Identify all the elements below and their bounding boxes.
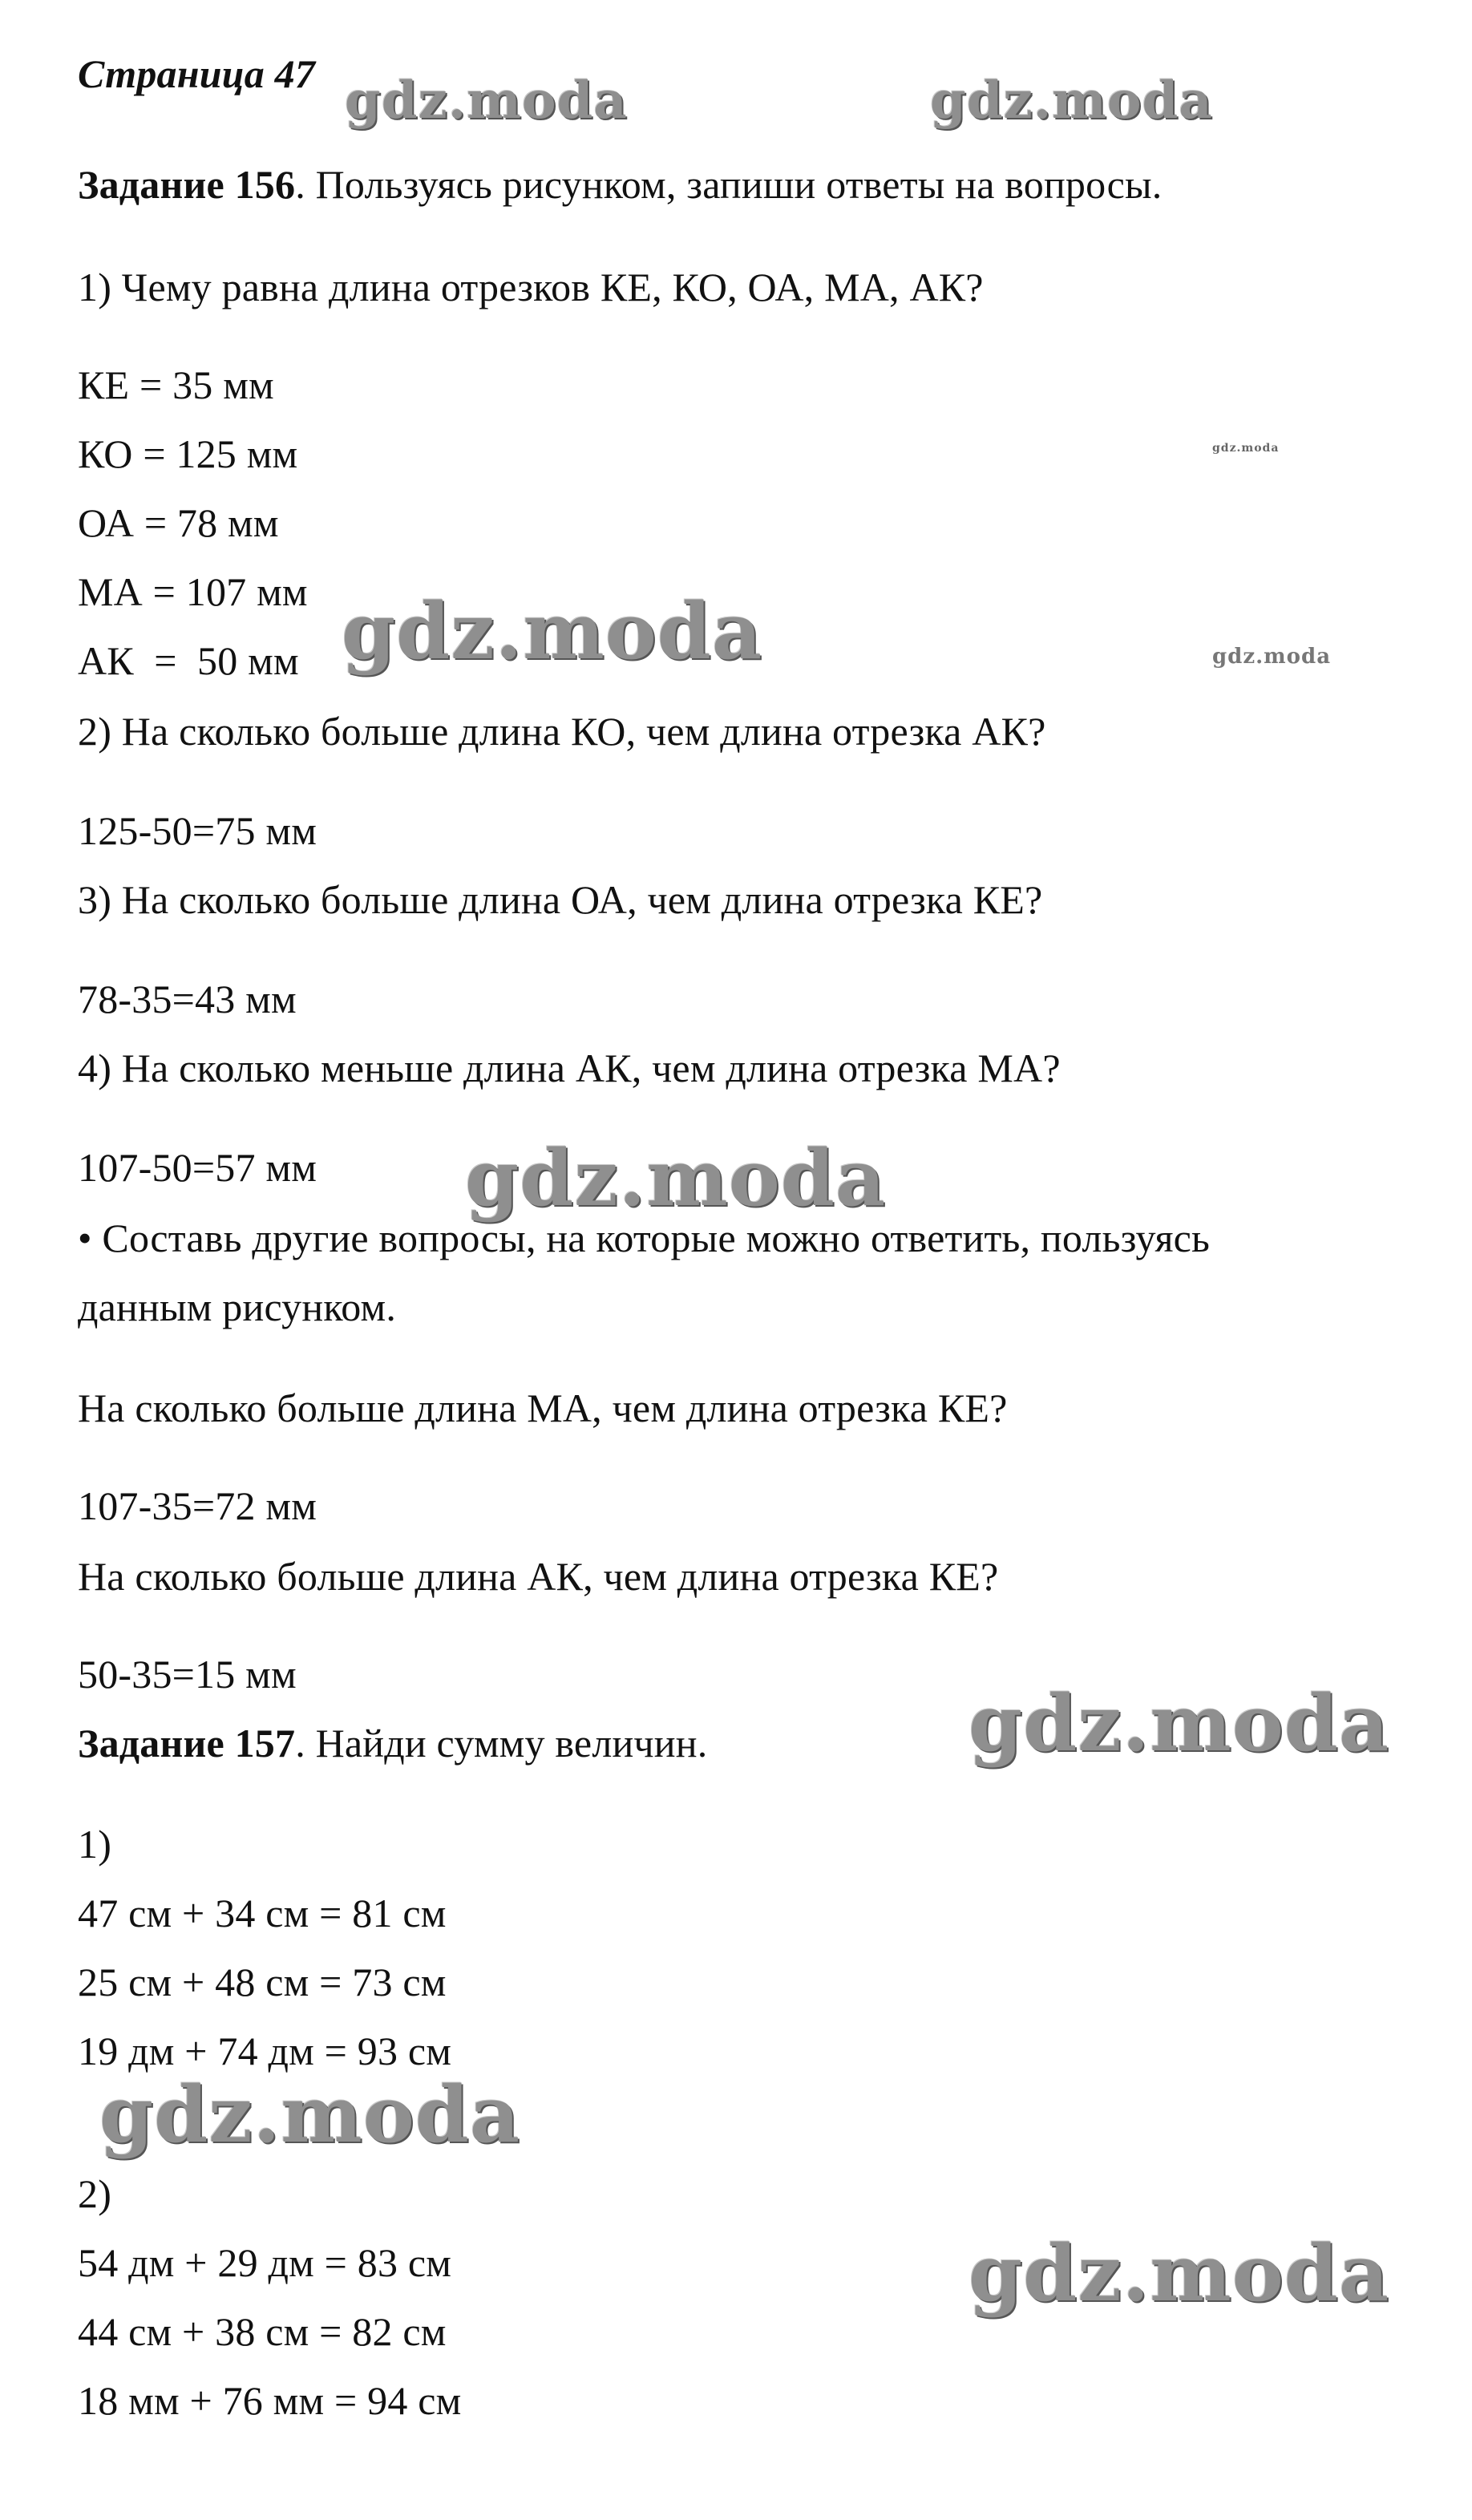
watermark-logo: gdz.moda [345, 71, 628, 131]
part-1-line-2: 25 см + 48 см = 73 см [78, 1960, 447, 2004]
page-header: Страница 47 [78, 51, 316, 96]
extra-answer-1: 107-35=72 мм [78, 1483, 317, 1528]
watermark-logo: gdz.moda [969, 1678, 1390, 1769]
task-157-heading [78, 1719, 707, 1767]
answer-1-ma: МА = 107 мм [78, 569, 308, 614]
watermark-logo: gdz.moda [969, 2228, 1390, 2319]
extra-question-1: На сколько больше длина МА, чем длина отрезка КЕ? [78, 1385, 1008, 1430]
question-3: 3) На сколько больше длина ОА, чем длина отрезка КЕ? [78, 877, 1043, 922]
answer-1-ak: АК = 50 мм [78, 638, 299, 683]
question-4: 4) На сколько меньше длина АК, чем длина отрезка МА? [78, 1046, 1061, 1090]
task-156-text: . Пользуясь рисунком, запиши ответы на вопросы. [295, 162, 1163, 207]
watermark-logo: gdz.moda [1212, 442, 1280, 455]
question-2: 2) На сколько больше длина КО, чем длина отрезка АК? [78, 709, 1046, 754]
bullet-line-1: • Составь другие вопросы, на которые можно ответить, пользуясь [78, 1216, 1211, 1260]
answer-4: 107-50=57 мм [78, 1145, 317, 1190]
answer-2: 125-50=75 мм [78, 808, 317, 853]
watermark-logo: gdz.moda [99, 2069, 521, 2160]
bullet-line-2: данным рисунком. [78, 1284, 397, 1329]
watermark-logo: gdz.moda [930, 71, 1213, 131]
part-1-line-1: 47 см + 34 см = 81 см [78, 1891, 447, 1936]
part-2-line-3: 18 мм + 76 мм = 94 см [78, 2378, 462, 2423]
watermark-logo: gdz.moda [465, 1133, 887, 1224]
task-156-heading [78, 160, 1162, 208]
answer-3: 78-35=43 мм [78, 977, 297, 1021]
answer-1-ke: КЕ = 35 мм [78, 362, 274, 407]
task-157-text: . Найди сумму величин. [295, 1721, 708, 1766]
answer-1-ko: КО = 125 мм [78, 431, 298, 476]
task-156-label: Задание 156 [78, 162, 296, 207]
watermark-logo: gdz.moda [342, 586, 763, 677]
extra-question-2: На сколько больше длина АК, чем длина отрезка КЕ? [78, 1554, 999, 1599]
part-2-label: 2) [78, 2171, 112, 2216]
watermark-logo: gdz.moda [1212, 645, 1332, 669]
extra-answer-2: 50-35=15 мм [78, 1652, 297, 1697]
part-1-line-3: 19 дм + 74 дм = 93 см [78, 2029, 452, 2073]
answer-1-oa: ОА = 78 мм [78, 500, 279, 545]
question-1: 1) Чему равна длина отрезков КЕ, КО, ОА, МА, АК? [78, 265, 984, 309]
part-2-line-1: 54 дм + 29 дм = 83 см [78, 2240, 452, 2285]
task-157-label: Задание 157 [78, 1721, 296, 1766]
part-1-label: 1) [78, 1822, 112, 1867]
part-2-line-2: 44 см + 38 см = 82 см [78, 2309, 447, 2354]
